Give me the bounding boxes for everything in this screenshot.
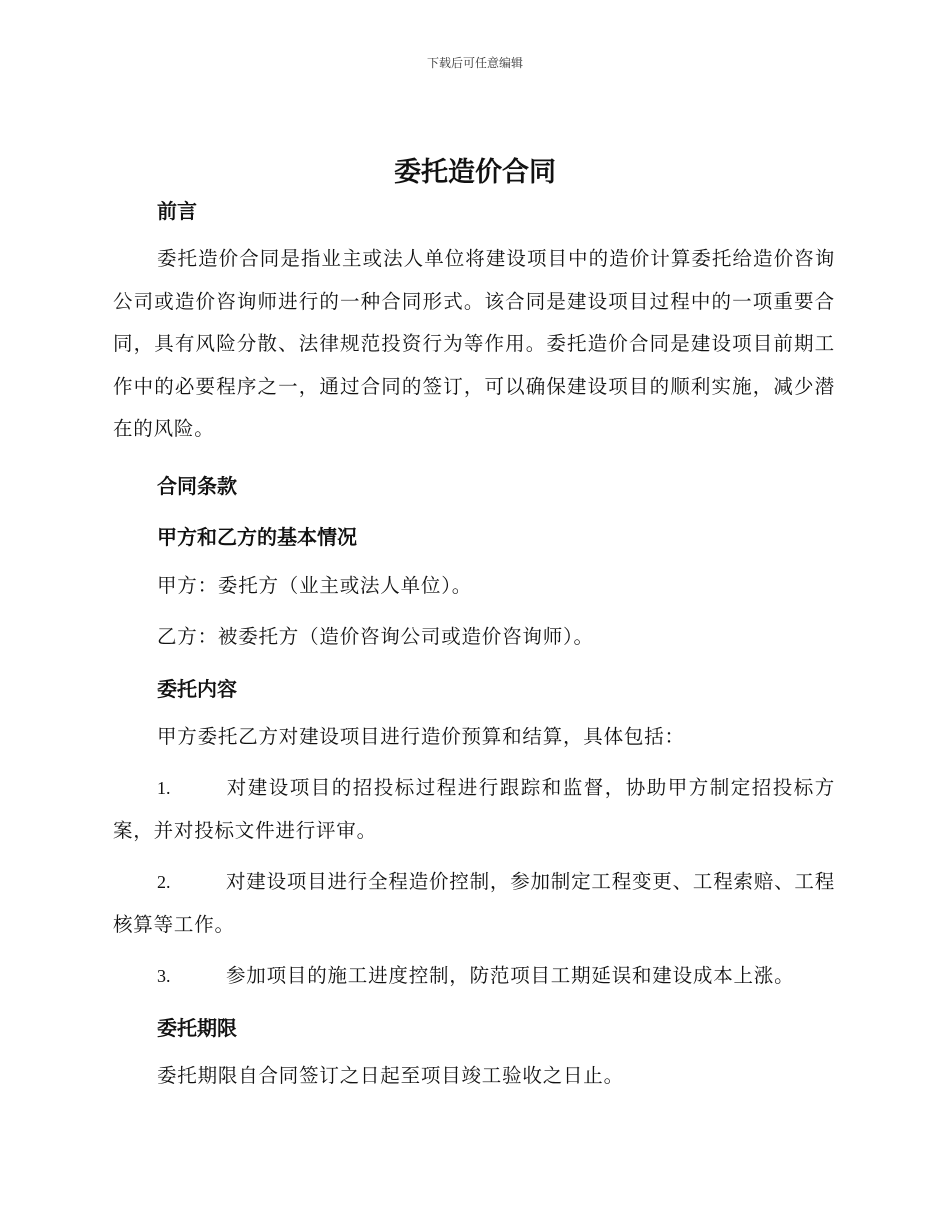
section-heading-scope: 委托内容 <box>157 676 237 701</box>
page-header: 下载后可任意编辑 <box>426 56 523 70</box>
section-heading-parties: 甲方和乙方的基本情况 <box>157 524 357 549</box>
document-body <box>113 196 835 1097</box>
list-item-text: 参加项目的施工进度控制，防范项目工期延误和建设成本上涨。 <box>226 964 795 987</box>
list-item-number: 1. <box>157 778 171 798</box>
list-item <box>113 955 835 998</box>
section-heading-preface: 前言 <box>157 199 197 223</box>
list-item-number: 2. <box>157 872 171 892</box>
list-item-text: 对建设项目进行全程造价控制，参加制定工程变更、工程索赔、工程核算等工作。 <box>113 870 836 936</box>
party-b-text: 乙方：被委托方（造价咨询公司或造价咨询师）。 <box>157 625 594 648</box>
list-item-text: 对建设项目的招投标过程进行跟踪和监督，协助甲方制定招投标方案，并对投标文件进行评审。 <box>113 776 835 842</box>
term-paragraph: 委托期限自合同签订之日起至项目竣工验收之日止。 <box>157 1063 624 1087</box>
section-heading-terms: 合同条款 <box>157 473 237 498</box>
list-item <box>113 767 835 852</box>
list-item-number: 3. <box>157 966 171 986</box>
document-title: 委托造价合同 <box>394 157 556 188</box>
list-item <box>113 861 835 946</box>
section-heading-term: 委托期限 <box>157 1015 237 1040</box>
party-a-text: 甲方：委托方（业主或法人单位）。 <box>157 573 473 597</box>
preface-paragraph: 委托造价合同是指业主或法人单位将建设项目中的造价计算委托给造价咨询公司或造价咨询师进行的一种合同形式。该合同是建设项目过程中的一项重要合同，具有风险分散、法律规范投资行为等作用。委托造价合同是建设项目前期工作中的必要程序之一，通过合同的签订，可以确保建设项目的顺利实施，减少潜在的风险。 <box>113 247 835 440</box>
scope-intro: 甲方委托乙方对建设项目进行造价预算和结算，具体包括： <box>157 724 685 748</box>
